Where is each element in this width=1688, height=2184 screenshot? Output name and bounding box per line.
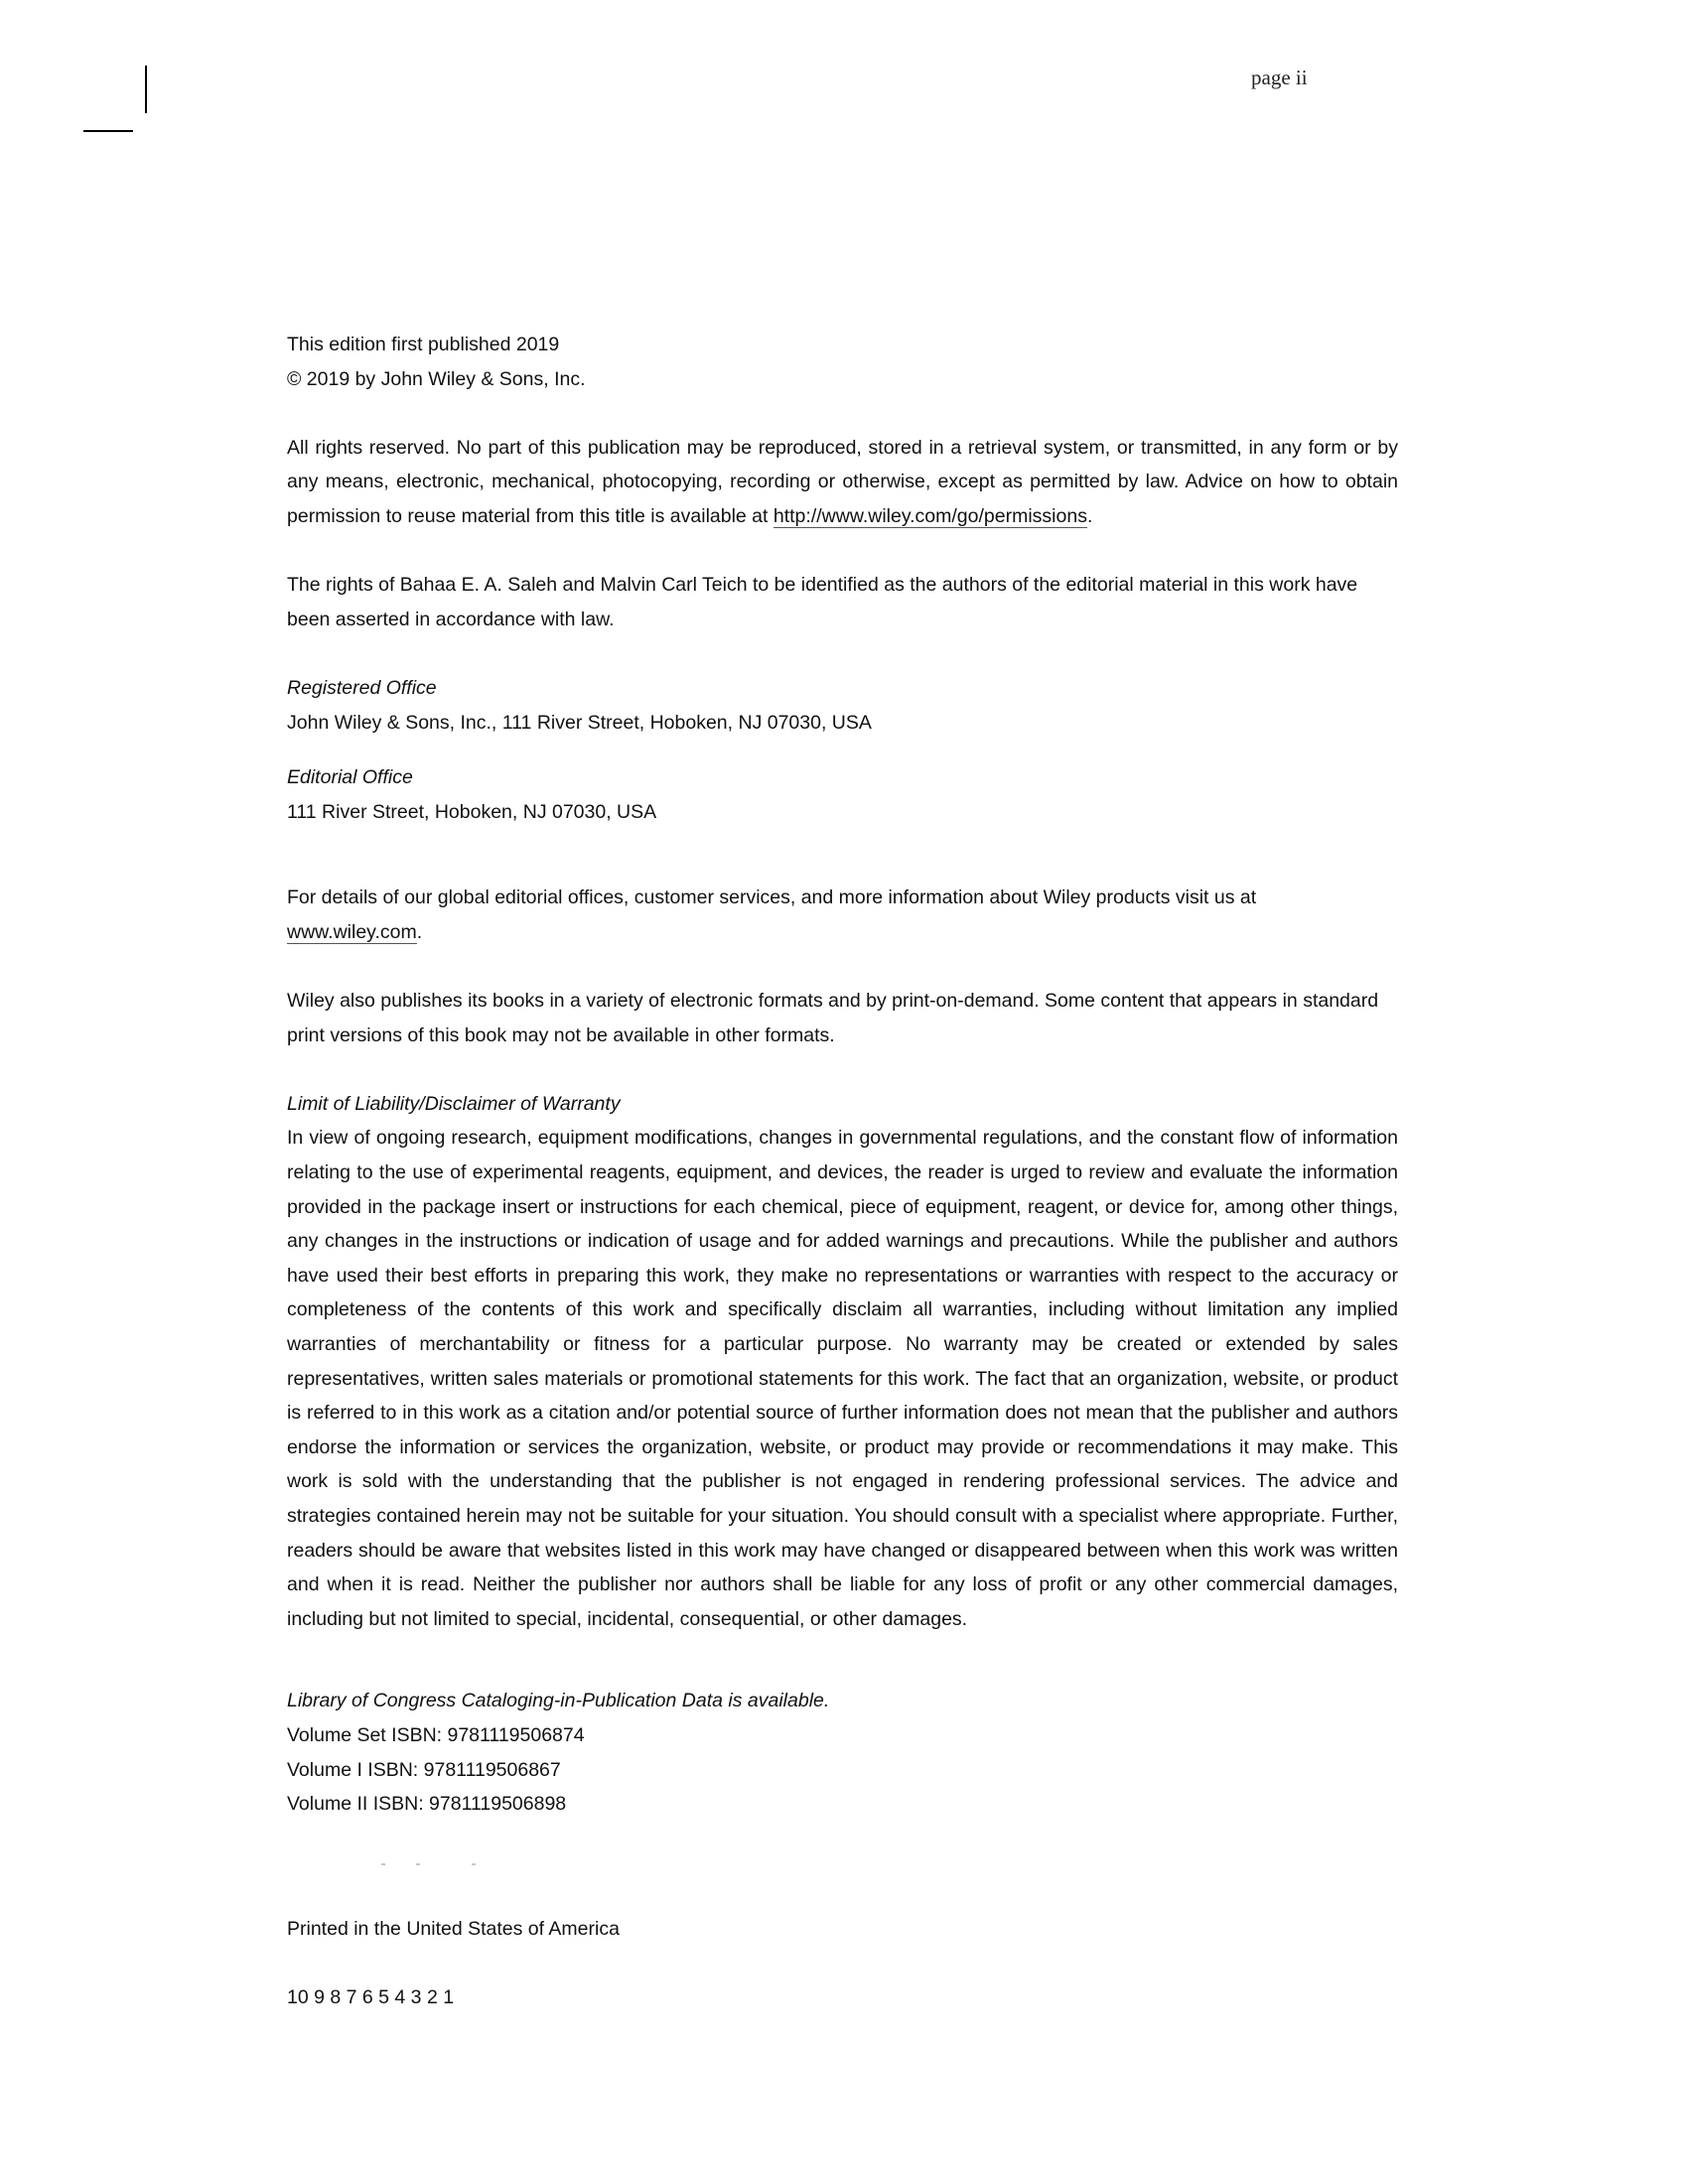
printing-number-line: 10 9 8 7 6 5 4 3 2 1 <box>287 1986 455 2009</box>
crop-mark-horizontal <box>83 130 133 132</box>
permissions-link[interactable]: http://www.wiley.com/go/permissions <box>773 504 1087 527</box>
disclaimer-heading: Limit of Liability/Disclaimer of Warranty <box>287 1092 621 1115</box>
details-link-line <box>287 915 1398 950</box>
isbn-volume-set: Volume Set ISBN: 9781119506874 <box>287 1723 585 1746</box>
editorial-office-heading: Editorial Office <box>287 766 413 789</box>
first-published-line: This edition first published 2019 <box>287 334 560 355</box>
page-number: page ii <box>1251 66 1308 89</box>
rights-paragraph <box>287 431 1398 534</box>
authors-rights-paragraph: The rights of Bahaa E. A. Saleh and Malvin Carl Teich to be identified as the authors of the editorial material in this work have been asserted in accordance with law. <box>287 574 1358 630</box>
printed-in-line: Printed in the United States of America <box>287 1917 620 1940</box>
disclaimer-paragraph: In view of ongoing research, equipment modifications, changes in governmental regulations, and the constant flow of information relating to the use of experimental reagents, equipment, and devices, the reader is urged to review and evaluate the information provided in the package insert or instructions for each chemical, piece of equipment, reagent, or device for, among other things, any changes in the instructions or indication of usage and for added warnings and precautions. While the publisher and authors have used their best efforts in preparing this work, they make no representations or warranties with respect to the accuracy or completeness of the contents of this work and specifically disclaim all warranties, including without limitation any implied warranties of merchantability or fitness for a particular purpose. No warranty may be created or extended by sales representatives, written sales materials or promotional statements for this work. The fact that an organization, website, or product is referred to in this work as a citation and/or potential source of further information does not mean that the publisher and authors endorse the information or services the organization, website, or product may provide or recommendations it may make. This work is sold with the understanding that the publisher is not engaged in rendering professional services. The advice and strategies contained herein may not be suitable for your situation. You should consult with a specialist where appropriate. Further, readers should be aware that websites listed in this work may have changed or disappeared between when this work was written and when it is read. Neither the publisher nor authors shall be liable for any loss of profit or any other commercial damages, including but not limited to special, incidental, consequential, or other damages. <box>287 1127 1398 1630</box>
rights-suffix: . <box>1086 504 1093 527</box>
wiley-website-link[interactable]: www.wiley.com <box>287 920 417 943</box>
details-suffix: . <box>416 920 423 943</box>
details-paragraph: For details of our global editorial offices, customer services, and more information about Wiley products visit us at <box>287 887 1257 909</box>
cataloging-heading: Library of Congress Cataloging-in-Publication Data is available. <box>287 1690 830 1712</box>
isbn-volume-one: Volume I ISBN: 9781119506867 <box>287 1758 561 1781</box>
copyright-page-body <box>287 328 1398 2015</box>
isbn-volume-two: Volume II ISBN: 9781119506898 <box>287 1793 567 1816</box>
rights-text: All rights reserved. No part of this publication may be reproduced, stored in a retrieval system, or transmitted, in any form or by any means, electronic, mechanical, photocopying, recording or otherwise, except as permitted by law. Advice on how to obtain permission to reuse material from this title is available at <box>287 436 1398 527</box>
faint-print-artifacts <box>287 1855 1398 1877</box>
copyright-notice: © 2019 by John Wiley & Sons, Inc. <box>287 367 586 390</box>
editorial-office-address: 111 River Street, Hoboken, NJ 07030, USA <box>287 800 657 823</box>
crop-mark-vertical <box>145 66 147 113</box>
registered-office-address: John Wiley & Sons, Inc., 111 River Street, Hoboken, NJ 07030, USA <box>287 711 872 734</box>
registered-office-heading: Registered Office <box>287 676 437 699</box>
formats-paragraph: Wiley also publishes its books in a variety of electronic formats and by print-on-demand. Some content that appears in standard print versions of this book may not be available in other formats. <box>287 990 1379 1046</box>
